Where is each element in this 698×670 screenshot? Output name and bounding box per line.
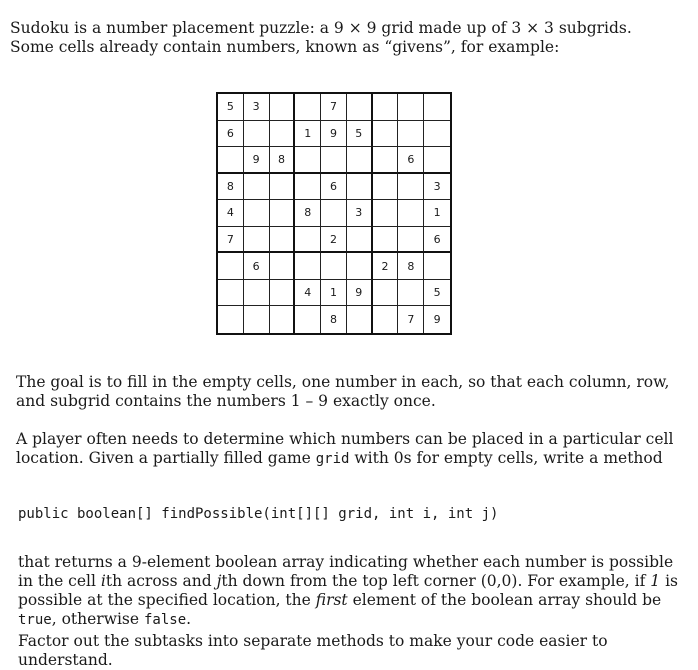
sudoku-cell (218, 253, 244, 280)
sudoku-cell (270, 253, 296, 280)
sudoku-cell (398, 227, 424, 254)
goal-paragraph: The goal is to fill in the empty cells, one number in each, so that each column, row, and subgrid contains the numbers 1 – 9 exactly once. (16, 373, 670, 410)
sudoku-cell (270, 174, 296, 201)
sudoku-cell (244, 200, 270, 227)
sudoku-cell (373, 227, 399, 254)
sudoku-cell (244, 280, 270, 307)
sudoku-cell (347, 306, 373, 333)
sudoku-cell: 8 (398, 253, 424, 280)
sudoku-cell (347, 174, 373, 201)
returns-false: false (143, 612, 187, 628)
player-text-1: A player often needs to determine which numbers can be placed in a particular cell location. Given a partially filled game (16, 430, 674, 467)
sudoku-cell: 6 (244, 253, 270, 280)
sudoku-cell (373, 174, 399, 201)
factor-paragraph: Factor out the subtasks into separate methods to make your code easier to understand. (18, 632, 608, 669)
sudoku-cell (424, 253, 450, 280)
sudoku-cell (270, 280, 296, 307)
sudoku-cell (295, 253, 321, 280)
sudoku-cell: 6 (218, 121, 244, 148)
sudoku-cell: 1 (424, 200, 450, 227)
sudoku-cell (398, 280, 424, 307)
sudoku-cell (347, 227, 373, 254)
sudoku-cell (373, 121, 399, 148)
returns-one: 1 (650, 572, 661, 590)
sudoku-cell: 8 (270, 147, 296, 174)
player-text-2: with 0s for empty cells, write a method (349, 449, 663, 467)
sudoku-cell (270, 227, 296, 254)
sudoku-cell (295, 227, 321, 254)
returns-t7: . (186, 610, 192, 628)
returns-i: i (100, 572, 106, 590)
sudoku-cell (244, 306, 270, 333)
returns-first: first (315, 591, 348, 609)
sudoku-cell (270, 94, 296, 121)
sudoku-cell (347, 94, 373, 121)
sudoku-cell: 6 (424, 227, 450, 254)
returns-t4: is possible at the specified location, the (18, 572, 678, 609)
sudoku-cell (347, 253, 373, 280)
sudoku-cell: 5 (424, 280, 450, 307)
sudoku-cell (270, 121, 296, 148)
sudoku-cell (218, 280, 244, 307)
grid-code: grid (315, 451, 350, 467)
sudoku-cell (244, 121, 270, 148)
sudoku-cell: 6 (321, 174, 347, 201)
method-signature: public boolean[] findPossible(int[][] grid, int i, int j) (18, 506, 499, 522)
sudoku-cell (373, 94, 399, 121)
sudoku-cell: 8 (321, 306, 347, 333)
sudoku-cell: 5 (347, 121, 373, 148)
sudoku-cell (424, 147, 450, 174)
returns-paragraph (18, 553, 678, 630)
sudoku-cell (373, 147, 399, 174)
returns-true: true (18, 612, 52, 628)
sudoku-cell: 3 (244, 94, 270, 121)
sudoku-cell: 4 (218, 200, 244, 227)
sudoku-cell (295, 306, 321, 333)
sudoku-cell: 4 (295, 280, 321, 307)
sudoku-cell: 8 (295, 200, 321, 227)
sudoku-cell: 1 (295, 121, 321, 148)
sudoku-cell (295, 147, 321, 174)
sudoku-cell (321, 200, 347, 227)
returns-t1: that returns a 9-element boolean array indicating whether each number is possible in the cell (18, 553, 674, 590)
sudoku-cell: 7 (218, 227, 244, 254)
intro-paragraph (10, 19, 670, 57)
sudoku-cell: 2 (373, 253, 399, 280)
sudoku-cell: 3 (347, 200, 373, 227)
sudoku-cell: 5 (218, 94, 244, 121)
sudoku-cell (244, 174, 270, 201)
sudoku-cell (398, 200, 424, 227)
returns-t6: , otherwise (51, 610, 144, 628)
sudoku-cell (398, 121, 424, 148)
sudoku-cell (373, 200, 399, 227)
returns-t3: th down from the top left corner (0,0). For example, if (221, 572, 651, 590)
returns-t5: element of the boolean array should be (347, 591, 662, 609)
sudoku-cell (424, 121, 450, 148)
sudoku-cell (270, 200, 296, 227)
sudoku-cell (398, 94, 424, 121)
intro-text: Sudoku is a number placement puzzle: a 9 × 9 grid made up of 3 × 3 subgrids. Some cells already contain numbers, known as “givens”, for example: (10, 19, 632, 56)
sudoku-cell: 3 (424, 174, 450, 201)
sudoku-cell: 1 (321, 280, 347, 307)
sudoku-cell: 2 (321, 227, 347, 254)
sudoku-cell: 9 (244, 147, 270, 174)
sudoku-cell: 9 (347, 280, 373, 307)
sudoku-cell (321, 147, 347, 174)
player-paragraph (16, 430, 676, 469)
sudoku-cell: 9 (433, 313, 441, 327)
sudoku-cell (270, 306, 296, 333)
sudoku-cell (373, 306, 399, 333)
sudoku-cell (373, 280, 399, 307)
returns-j: j (216, 572, 222, 590)
sudoku-cell (398, 174, 424, 201)
returns-t2: th across and (105, 572, 217, 590)
sudoku-cell (218, 306, 244, 333)
sudoku-cell: 9 (321, 121, 347, 148)
sudoku-grid (216, 92, 452, 335)
sudoku-cell: 7 (398, 306, 424, 333)
sudoku-cell (347, 147, 373, 174)
sudoku-cell: 6 (398, 147, 424, 174)
sudoku-cell: 8 (218, 174, 244, 201)
sudoku-cell (244, 227, 270, 254)
sudoku-cell: 7 (321, 94, 347, 121)
sudoku-cell (321, 253, 347, 280)
sudoku-cell (424, 94, 450, 121)
sudoku-cell (295, 174, 321, 201)
sudoku-cell (218, 147, 244, 174)
sudoku-cell (295, 94, 321, 121)
